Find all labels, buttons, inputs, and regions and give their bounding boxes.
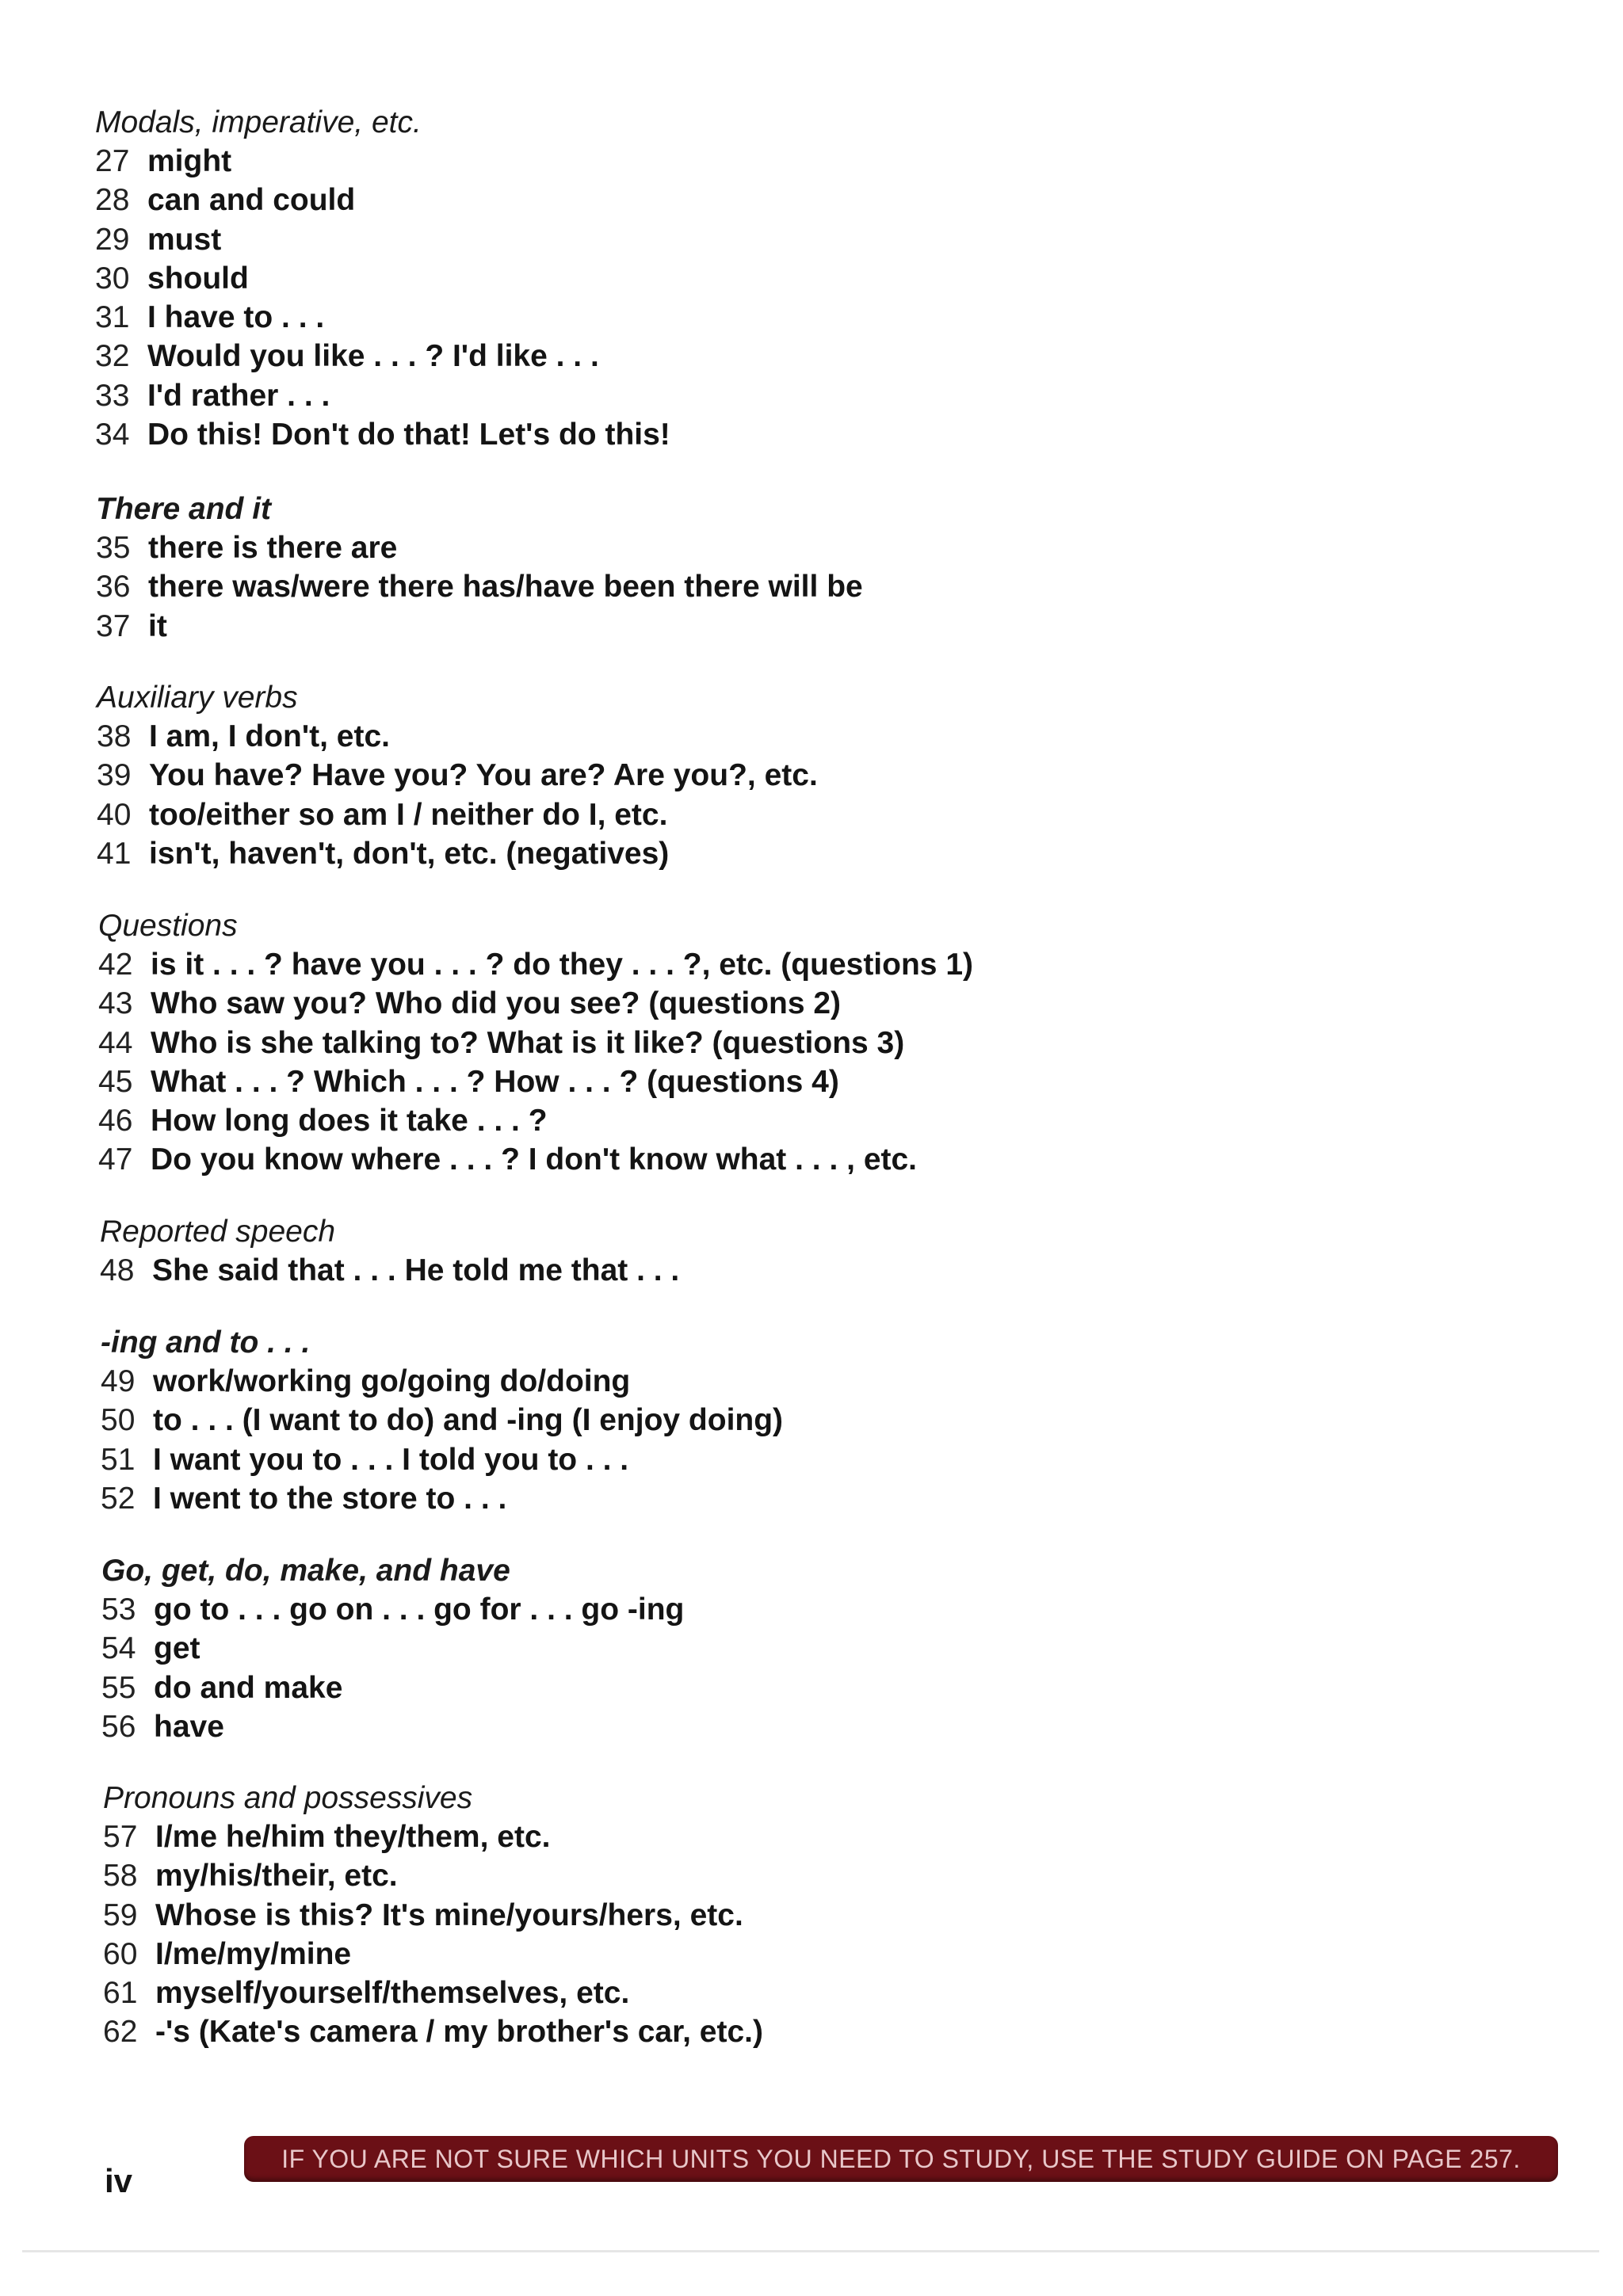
unit-row (96, 567, 1205, 606)
unit-title: my/his/their, etc. (155, 1859, 398, 1894)
unit-title: do and make (154, 1670, 343, 1705)
unit-row (101, 1590, 1211, 1629)
unit-number: 34 (95, 418, 130, 452)
section-reported-speech (100, 1212, 1209, 1290)
unit-title: You have? Have you? You are? Are you?, etc. (149, 758, 818, 793)
unit-title: might (147, 144, 232, 178)
unit-row (95, 259, 1205, 298)
section-auxiliary-verbs (97, 678, 1206, 873)
unit-row (101, 1669, 1211, 1707)
unit-title: Whose is this? It's mine/yours/hers, etc. (155, 1897, 743, 1932)
unit-row (95, 142, 1205, 181)
unit-title: it (148, 608, 167, 643)
unit-row (97, 834, 1206, 873)
unit-title: too/either so am I / neither do I, etc. (149, 797, 668, 832)
unit-number: 62 (103, 2015, 138, 2050)
unit-row (95, 337, 1205, 376)
unit-number: 61 (103, 1976, 138, 2011)
unit-row (103, 1817, 1212, 1856)
unit-title: I am, I don't, etc. (149, 719, 390, 753)
unit-row (95, 220, 1205, 259)
unit-title: go to . . . go on . . . go for . . . go -ing (154, 1592, 685, 1627)
unit-row (103, 1856, 1212, 1895)
unit-title: What . . . ? Which . . . ? How . . . ? (questions 4) (151, 1064, 839, 1099)
unit-number: 55 (101, 1670, 136, 1705)
unit-number: 42 (98, 948, 133, 982)
unit-row (101, 1479, 1210, 1518)
unit-number: 31 (95, 300, 130, 335)
unit-row (101, 1440, 1210, 1479)
section-go-get-do-make-have (101, 1551, 1211, 1746)
section-title: Go, get, do, make, and have (101, 1554, 510, 1588)
section-title: There and it (96, 492, 272, 526)
unit-title: Would you like . . . ? I'd like . . . (147, 339, 599, 374)
unit-title: can and could (147, 183, 356, 218)
section-title: Auxiliary verbs (97, 681, 298, 715)
unit-title: should (147, 261, 249, 296)
unit-title: get (154, 1631, 200, 1666)
unit-title: How long does it take . . . ? (151, 1104, 548, 1138)
section-title: Reported speech (100, 1215, 336, 1249)
page-edge-divider (22, 2250, 1599, 2252)
unit-row (98, 1062, 1208, 1101)
page-number: iv (105, 2162, 133, 2199)
unit-row (97, 756, 1206, 795)
unit-number: 28 (95, 183, 130, 218)
unit-row (100, 1251, 1209, 1290)
unit-row (95, 415, 1205, 454)
unit-number: 29 (95, 222, 130, 257)
section-questions (98, 906, 1208, 1180)
unit-title: there was/were there has/have been there will be (148, 570, 863, 605)
unit-row (98, 1024, 1208, 1062)
unit-number: 49 (101, 1364, 136, 1398)
unit-number: 43 (98, 986, 133, 1021)
unit-title: I'd rather . . . (147, 378, 330, 413)
unit-number: 41 (97, 836, 132, 871)
unit-number: 27 (95, 144, 130, 178)
unit-number: 47 (98, 1142, 133, 1177)
unit-number: 40 (97, 797, 132, 832)
unit-title: I/me he/him they/them, etc. (155, 1820, 551, 1854)
unit-title: I/me/my/mine (155, 1936, 352, 1971)
unit-title: must (147, 222, 222, 257)
unit-row (103, 2012, 1212, 2051)
unit-title: myself/yourself/themselves, etc. (155, 1976, 630, 2011)
unit-title: Do you know where . . . ? I don't know what . . . , etc. (151, 1142, 918, 1177)
unit-title: there is there are (148, 531, 398, 565)
section-there-and-it (96, 490, 1205, 646)
unit-number: 33 (95, 378, 130, 413)
section-title: Questions (98, 909, 238, 943)
unit-number: 35 (96, 531, 131, 565)
unit-title: have (154, 1709, 224, 1744)
unit-number: 45 (98, 1064, 133, 1099)
unit-title: She said that . . . He told me that . . . (152, 1253, 680, 1287)
unit-number: 51 (101, 1442, 136, 1477)
unit-number: 54 (101, 1631, 136, 1666)
unit-row (95, 181, 1205, 219)
unit-title: -'s (Kate's camera / my brother's car, etc.) (155, 2015, 763, 2050)
unit-title: I want you to . . . I told you to . . . (153, 1442, 629, 1477)
section-pronouns (103, 1779, 1212, 2052)
unit-number: 37 (96, 608, 131, 643)
unit-row (103, 1896, 1212, 1935)
unit-row (103, 1974, 1212, 2012)
unit-row (95, 298, 1205, 337)
unit-row (103, 1935, 1212, 1974)
unit-row (96, 607, 1205, 646)
unit-row (97, 795, 1206, 834)
unit-title: Who saw you? Who did you see? (questions 2) (151, 986, 842, 1021)
unit-number: 53 (101, 1592, 136, 1627)
unit-number: 32 (95, 339, 130, 374)
section-title: Modals, imperative, etc. (95, 105, 422, 139)
unit-title: isn't, haven't, don't, etc. (negatives) (149, 836, 670, 871)
unit-number: 57 (103, 1820, 138, 1854)
unit-row (98, 984, 1208, 1023)
unit-row (98, 945, 1208, 984)
banner-text: IF YOU ARE NOT SURE WHICH UNITS YOU NEED TO STUDY, USE THE STUDY GUIDE ON PAGE 257. (281, 2144, 1521, 2173)
section-ing-and-to (101, 1323, 1210, 1518)
unit-number: 58 (103, 1859, 138, 1894)
unit-number: 52 (101, 1481, 136, 1516)
unit-number: 36 (96, 570, 131, 605)
unit-title: I have to . . . (147, 300, 325, 335)
section-modals (95, 103, 1205, 454)
unit-row (95, 376, 1205, 415)
unit-title: I went to the store to . . . (153, 1481, 507, 1516)
unit-row (98, 1101, 1208, 1140)
unit-row (97, 717, 1206, 756)
unit-number: 48 (100, 1253, 135, 1287)
unit-number: 56 (101, 1709, 136, 1744)
section-title: -ing and to . . . (101, 1325, 311, 1360)
unit-row (101, 1401, 1210, 1440)
unit-number: 46 (98, 1104, 133, 1138)
unit-row (98, 1140, 1208, 1179)
unit-row (101, 1362, 1210, 1401)
unit-number: 39 (97, 758, 132, 793)
study-guide-banner (244, 2136, 1558, 2182)
unit-number: 50 (101, 1403, 136, 1438)
unit-title: Do this! Don't do that! Let's do this! (147, 418, 670, 452)
unit-title: is it . . . ? have you . . . ? do they . . . ?, etc. (questions 1) (151, 948, 973, 982)
unit-row (101, 1629, 1211, 1668)
unit-number: 59 (103, 1897, 138, 1932)
unit-number: 60 (103, 1936, 138, 1971)
unit-title: to . . . (I want to do) and -ing (I enjoy doing) (153, 1403, 784, 1438)
unit-title: Who is she talking to? What is it like? (questions 3) (151, 1025, 905, 1060)
unit-row (96, 528, 1205, 567)
unit-row (101, 1707, 1211, 1746)
unit-number: 30 (95, 261, 130, 296)
unit-number: 44 (98, 1025, 133, 1060)
unit-title: work/working go/going do/doing (153, 1364, 631, 1398)
section-title: Pronouns and possessives (103, 1781, 473, 1815)
unit-number: 38 (97, 719, 132, 753)
